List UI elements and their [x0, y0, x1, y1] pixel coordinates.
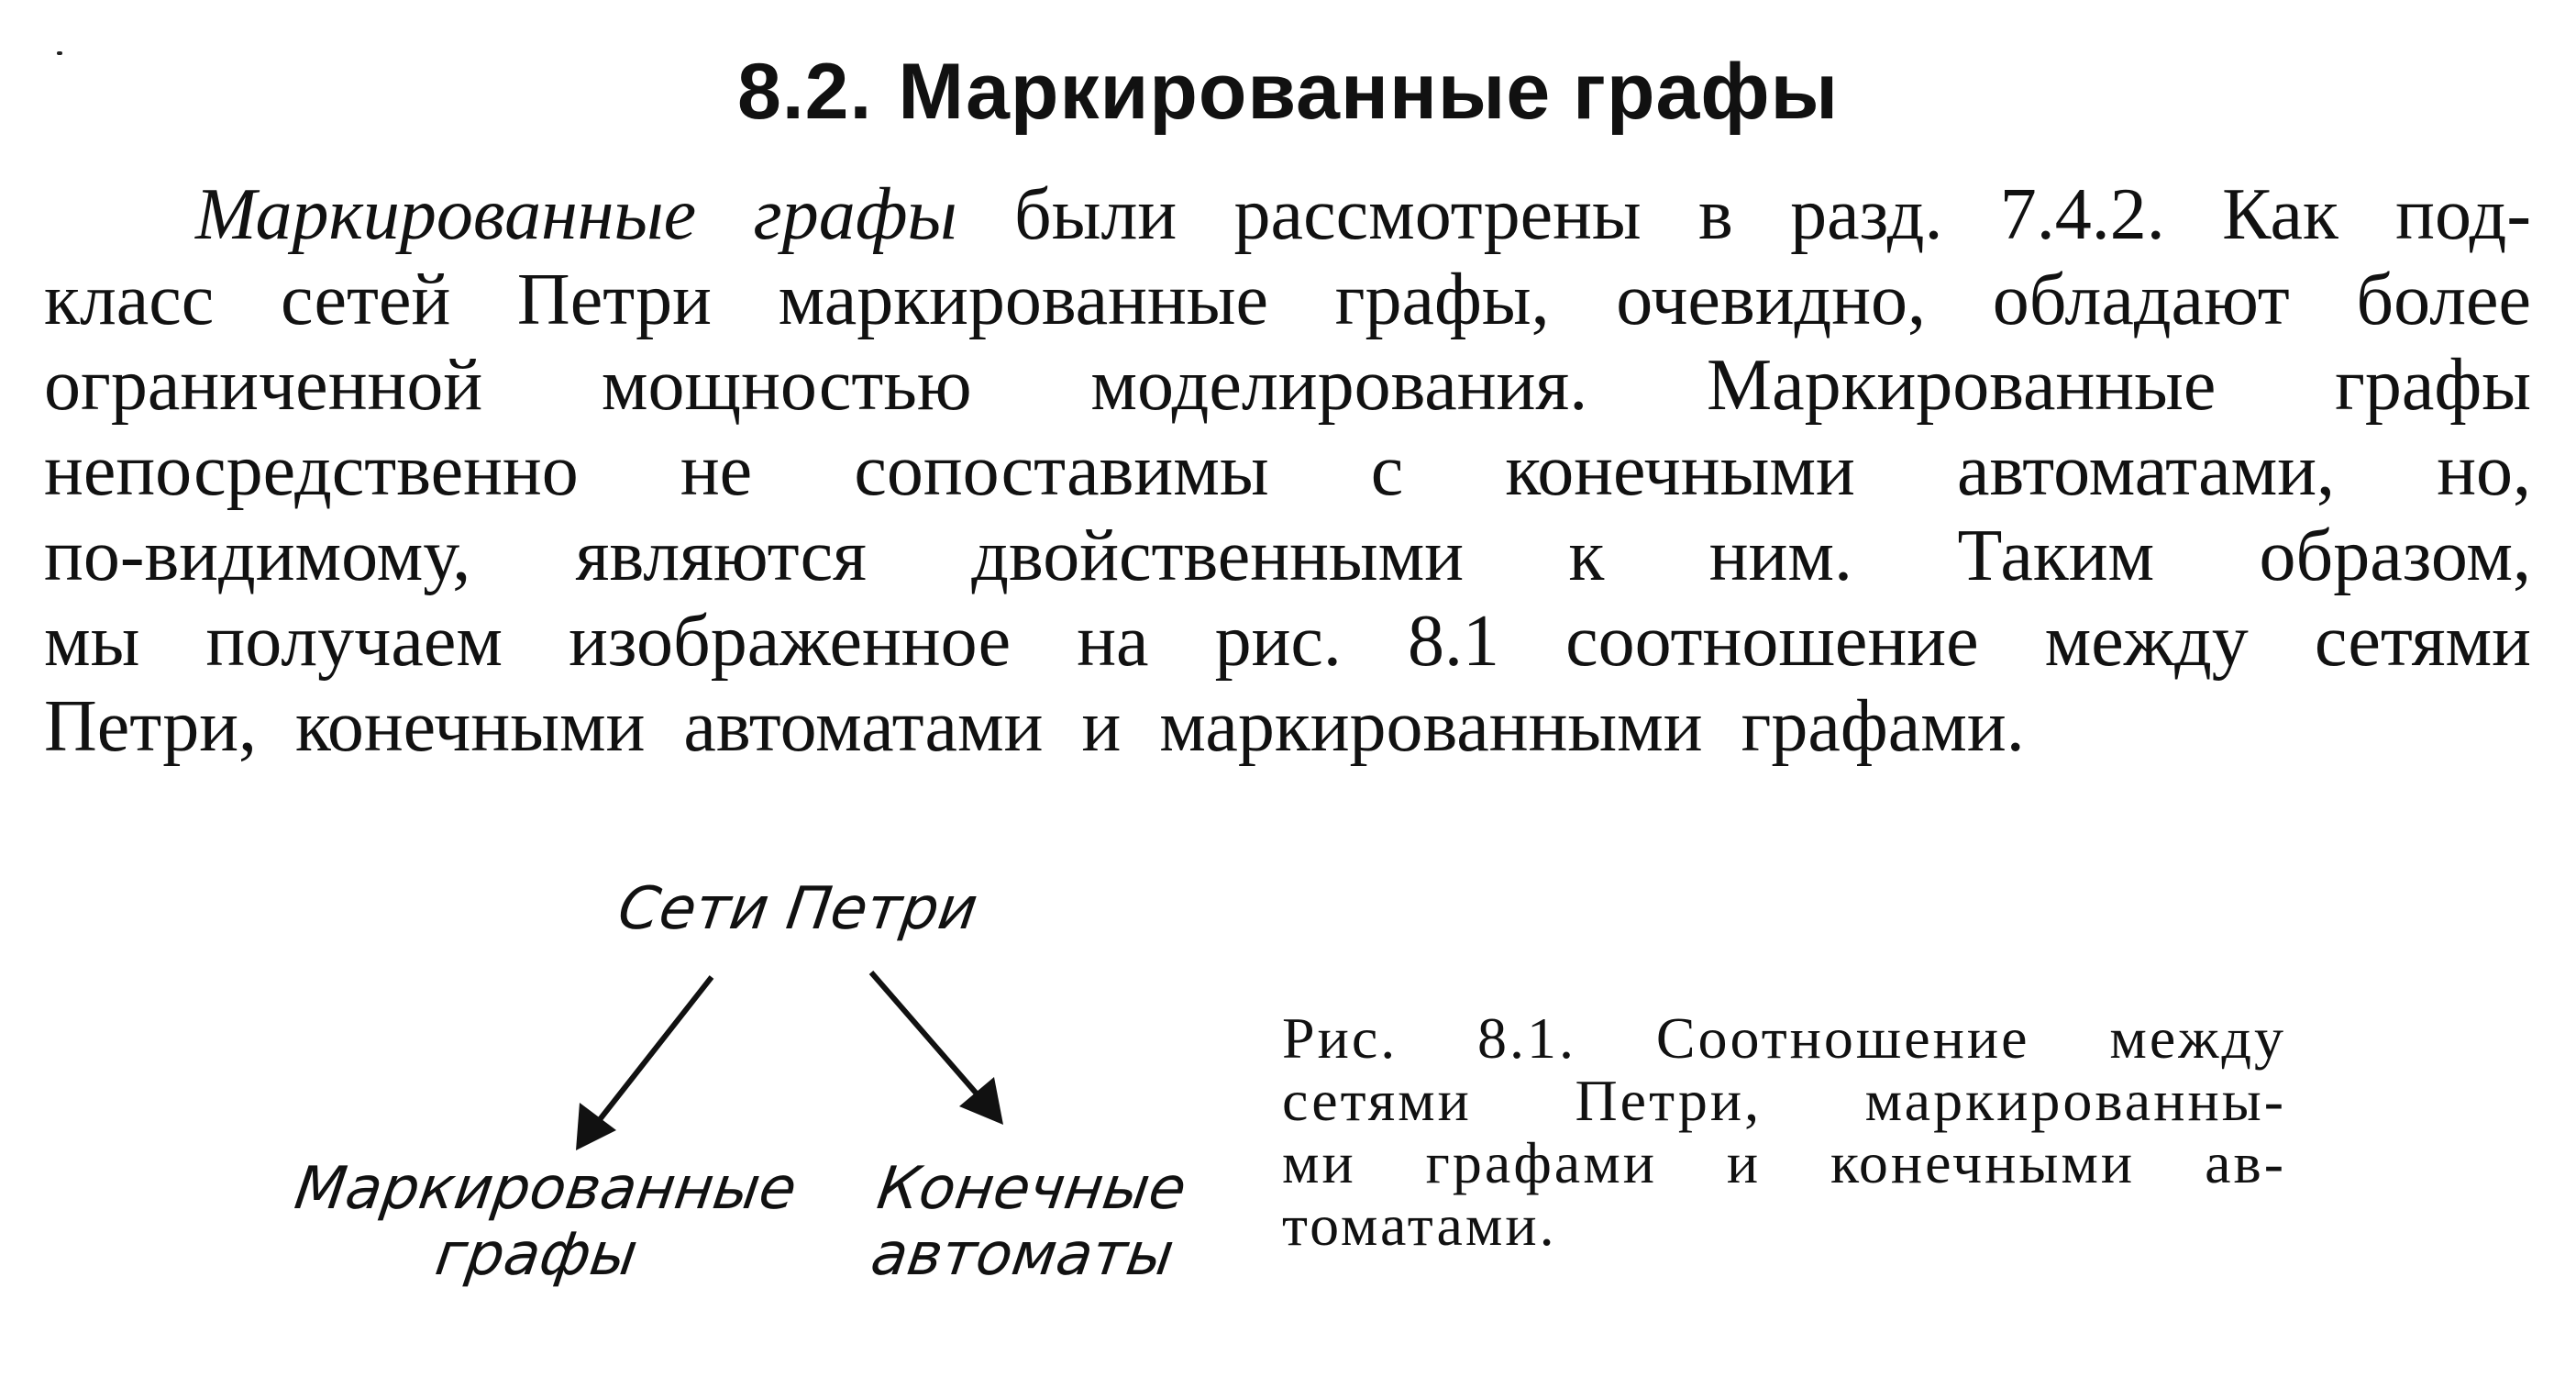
paragraph-line-6	[44, 599, 2531, 684]
paragraph-line-7	[44, 684, 2531, 770]
section-heading	[0, 46, 2576, 138]
arrow-to-finite-automata	[871, 972, 1003, 1125]
caption-line: сетями Петри, маркированны-	[1282, 1068, 2286, 1133]
node-finite-automata	[835, 1156, 1220, 1288]
paragraph-line-2	[44, 258, 2531, 343]
caption-line: ми графами и конечными ав-	[1282, 1130, 2286, 1195]
line-text: мы получаем изображенное на рис. 8.1 соотношение между сетями	[44, 601, 2531, 682]
paragraph-line-4	[44, 428, 2531, 514]
italic-term: Маркированные графы	[195, 174, 957, 255]
line-text: класс сетей Петри маркированные графы, очевидно, обладают более	[44, 260, 2531, 340]
section-number: 8.2.	[736, 48, 873, 136]
paragraph-line-1	[44, 172, 2531, 258]
caption-line: Рис. 8.1. Соотношение между	[1282, 1005, 2286, 1071]
node-marked-graphs	[266, 1156, 816, 1288]
arrow-to-marked-graphs	[576, 977, 712, 1150]
line-text: Петри, конечными автоматами и маркированными графами.	[44, 686, 2025, 767]
line-text: ограниченной мощностью моделирования. Маркированные графы	[44, 345, 2531, 426]
line-text: по-видимому, являются двойственными к ним. Таким образом,	[44, 516, 2531, 596]
caption-line: томатами.	[1282, 1193, 1557, 1258]
body-paragraph	[44, 172, 2531, 770]
line-text: были рассмотрены в разд. 7.4.2. Как под-	[956, 174, 2532, 255]
node-label-line: автоматы	[867, 1221, 1178, 1289]
paragraph-line-3	[44, 343, 2531, 428]
section-title-word2: графы	[1573, 48, 1840, 136]
line-text: непосредственно не сопоставимы с конечными автоматами, но,	[44, 430, 2531, 511]
node-label-line: Конечные	[873, 1155, 1190, 1223]
figure-caption	[1282, 1007, 2286, 1257]
node-petri-nets: Сети Петри	[614, 875, 982, 943]
paragraph-line-5	[44, 514, 2531, 599]
node-label-line: графы	[431, 1221, 642, 1289]
node-label-line: Маркированные	[291, 1155, 802, 1223]
section-title-word1: Маркированные	[898, 48, 1552, 136]
